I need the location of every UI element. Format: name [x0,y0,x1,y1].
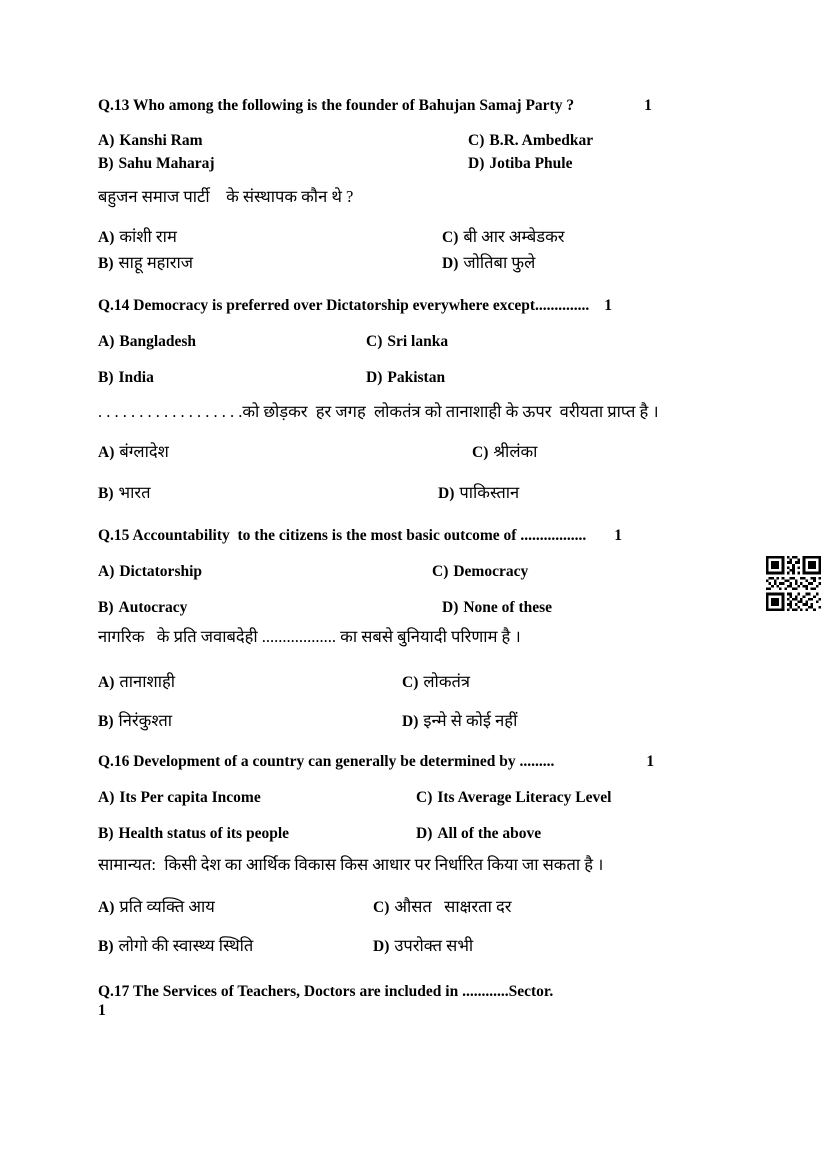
option-text: प्रति व्यक्ति आय [119,897,215,916]
option-row [98,368,737,387]
option-row-hindi [98,896,737,918]
option-text: Bangladesh [119,333,197,350]
question-heading [98,752,737,771]
option-text: Jotiba Phule [489,155,573,172]
option-text: जोतिबा फुले [463,253,536,272]
option-a-hindi [98,226,442,248]
option-c-hindi [442,226,565,248]
option-label: B) [98,369,114,386]
marks-value: 1 [646,753,655,770]
option-label: C) [373,899,390,916]
option-b-hindi [98,935,373,957]
option-row [98,332,737,351]
question-heading [98,96,737,115]
option-a-hindi [98,671,402,693]
option-text: Autocracy [118,599,188,616]
option-label: A) [98,899,115,916]
question-text: Q.15 Accountability to the citizens is the most basic outcome of ................. [98,527,587,544]
option-c [366,332,448,351]
option-label: C) [432,563,449,580]
option-text: बंग्लादेश [119,442,169,461]
option-label: D) [373,938,390,955]
option-c [468,131,593,150]
option-row [98,788,737,807]
option-text: All of the above [437,825,542,842]
option-text: कांशी राम [119,227,177,246]
option-text: Its Per capita Income [119,789,261,806]
option-a [98,131,468,150]
option-text: Sri lanka [387,333,449,350]
option-label: D) [438,485,455,502]
option-b-hindi [98,252,442,274]
marks-value: 1 [644,97,652,114]
option-label: B) [98,599,114,616]
option-row-hindi [98,671,737,693]
option-d [416,824,541,843]
option-row-hindi [98,441,737,463]
option-text: लोगो की स्वास्थ्य स्थिति [118,936,254,955]
option-label: A) [98,333,115,350]
option-text: बी आर अम्बेडकर [463,227,565,246]
option-text: B.R. Ambedkar [489,132,594,149]
option-text: साहू महाराज [118,253,193,272]
option-row-hindi [98,710,737,732]
option-text: भारत [118,483,151,502]
option-text: निरंकुश्ता [118,711,173,730]
option-c [432,562,528,581]
option-b [98,154,468,173]
option-label: D) [402,713,419,730]
option-row [98,154,737,173]
option-label: C) [416,789,433,806]
question-text-hindi: . . . . . . . . . . . . . . . . . .को छोड़कर हर जगह लोकतंत्र को तानाशाही के ऊपर वरीयता प्राप्त है । [98,402,659,421]
option-label: C) [402,674,419,691]
question-block-q14 [98,296,737,504]
option-c [416,788,611,807]
option-a [98,788,416,807]
question-heading [98,982,737,1001]
option-d-hindi [402,710,517,732]
option-row [98,131,737,150]
option-row [98,562,737,581]
question-heading [98,296,737,315]
option-row-hindi [98,482,737,504]
option-b [98,824,416,843]
option-label: C) [366,333,383,350]
option-label: B) [98,825,114,842]
option-label: B) [98,713,114,730]
question-heading [98,526,737,545]
question-text-hindi: बहुजन समाज पार्टी के संस्थापक कौन थे ? [98,187,354,206]
option-text: Pakistan [387,369,446,386]
qr-code [766,556,821,611]
question-text: Q.14 Democracy is preferred over Dictatorship everywhere except.............. [98,297,590,314]
option-text: None of these [463,599,553,616]
option-label: D) [442,255,459,272]
option-text: Democracy [453,563,529,580]
option-d-hindi [438,482,519,504]
option-label: A) [98,563,115,580]
marks-value: 1 [614,527,622,544]
option-row [98,598,737,617]
option-a-hindi [98,441,472,463]
marks-value: 1 [604,297,613,314]
option-b [98,598,442,617]
option-text: Sahu Maharaj [118,155,215,172]
question-block-q15 [98,526,737,732]
option-label: A) [98,674,115,691]
option-text: लोकतंत्र [423,672,471,691]
option-c-hindi [373,896,512,918]
option-c-hindi [402,671,470,693]
option-label: A) [98,132,115,149]
option-label: B) [98,485,114,502]
option-d [442,598,552,617]
option-label: A) [98,789,115,806]
option-text: पाकिस्तान [459,483,520,502]
option-text: Dictatorship [119,563,203,580]
option-label: B) [98,255,114,272]
option-a [98,562,432,581]
option-a [98,332,366,351]
question-text: Q.16 Development of a country can generally be determined by ......... [98,753,555,770]
option-a-hindi [98,896,373,918]
option-row [98,824,737,843]
option-text: औसत साक्षरता दर [394,897,512,916]
question-text: Q.17 The Services of Teachers, Doctors are included in ............Sector. [98,983,554,1000]
option-label: D) [416,825,433,842]
option-label: A) [98,229,115,246]
option-row-hindi [98,226,737,248]
option-label: C) [468,132,485,149]
option-d-hindi [442,252,535,274]
option-b-hindi [98,710,402,732]
question-text-hindi: नागरिक के प्रति जवाबदेही .................. का सबसे बुनियादी परिणाम है । [98,627,521,646]
option-c-hindi [472,441,537,463]
option-row-hindi [98,935,737,957]
option-row-hindi [98,252,737,274]
option-text: Its Average Literacy Level [437,789,612,806]
option-text: श्रीलंका [493,442,538,461]
option-text: India [118,369,154,386]
question-block-q17 [98,982,737,1020]
option-label: D) [366,369,383,386]
option-label: A) [98,444,115,461]
option-text: Kanshi Ram [119,132,203,149]
option-text: उपरोक्त सभी [394,936,474,955]
option-text: इन्मे से कोई नहीं [423,711,518,730]
option-text: Health status of its people [118,825,289,842]
option-d [468,154,572,173]
question-text: Q.13 Who among the following is the founder of Bahujan Samaj Party ? [98,97,575,114]
option-label: D) [468,155,485,172]
option-label: C) [442,229,459,246]
option-b [98,368,366,387]
option-label: B) [98,155,114,172]
question-block-q13 [98,96,737,274]
option-d [366,368,445,387]
option-label: B) [98,938,114,955]
option-label: C) [472,444,489,461]
option-d-hindi [373,935,473,957]
question-block-q16 [98,752,737,957]
question-text-hindi: सामान्यत: किसी देश का आर्थिक विकास किस आधार पर निर्धारित किया जा सकता है । [98,855,604,874]
option-label: D) [442,599,459,616]
marks-value: 1 [98,1002,106,1019]
option-b-hindi [98,482,438,504]
option-text: तानाशाही [119,672,175,691]
